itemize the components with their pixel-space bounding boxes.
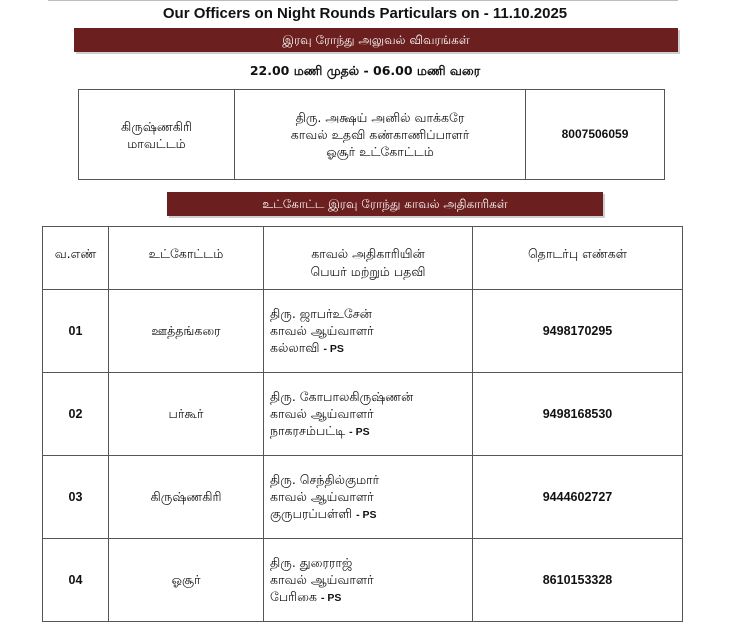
- officer-ps: - PS: [349, 425, 370, 438]
- row-officer: [264, 373, 473, 456]
- officer-ps: - PS: [356, 508, 377, 521]
- officer-station: கல்லாவி: [270, 339, 320, 355]
- officer-name: திரு. ஜாபர்உசேன்: [270, 305, 372, 321]
- district-phone: 8007506059: [561, 127, 629, 141]
- officer-rank: காவல் ஆய்வாளர்: [270, 322, 374, 338]
- table-header-row: [43, 227, 683, 290]
- row-officer: [264, 290, 473, 373]
- time-range: 22.00 மணி முதல் - 06.00 மணி வரை: [249, 63, 481, 78]
- banner-subdivision-officers: உட்கோட்ட இரவு ரோந்து காவல் அதிகாரிகள்: [167, 192, 603, 216]
- header-sno: வ.எண்: [43, 227, 109, 290]
- row-phone: 8610153328: [473, 539, 683, 622]
- table-row: [43, 456, 683, 539]
- header-phone: தொடர்பு எண்கள்: [473, 227, 683, 290]
- officer-name: திரு. துரைராஜ்: [270, 554, 353, 570]
- table-row: [43, 290, 683, 373]
- row-subdivision: ஊத்தங்கரை: [109, 290, 264, 373]
- district-officer-box: [78, 89, 665, 180]
- district-name: கிருஷ்ணகிரி மாவட்டம்: [79, 90, 235, 179]
- header-officer: காவல் அதிகாரியின் பெயர் மற்றும் பதவி: [264, 227, 473, 290]
- row-officer: [264, 456, 473, 539]
- officer-rank: காவல் ஆய்வாளர்: [270, 571, 374, 587]
- officer-station: நாகரசம்பட்டி: [270, 422, 346, 438]
- officers-table: [42, 226, 683, 622]
- row-sno: 01: [43, 290, 109, 373]
- top-rule: [48, 0, 678, 1]
- page-title: Our Officers on Night Rounds Particulars on - 11.10.2025: [162, 5, 568, 22]
- row-subdivision: ஓசூர்: [109, 539, 264, 622]
- district-officer: திரு. அக்ஷய் அனில் வாக்கரே காவல் உதவி கண்காணிப்பாளர் ஓசூர் உட்கோட்டம்: [235, 90, 526, 179]
- table-row: [43, 373, 683, 456]
- officer-name: திரு. செந்தில்குமார்: [270, 471, 380, 487]
- row-phone: 9444602727: [473, 456, 683, 539]
- officer-name: திரு. கோபாலகிருஷ்ணன்: [270, 388, 414, 404]
- row-phone: 9498168530: [473, 373, 683, 456]
- row-sno: 04: [43, 539, 109, 622]
- row-officer: [264, 539, 473, 622]
- row-sno: 03: [43, 456, 109, 539]
- row-sno: 02: [43, 373, 109, 456]
- officer-station: பேரிகை: [270, 588, 317, 604]
- banner-night-rounds: இரவு ரோந்து அலுவல் விவரங்கள்: [74, 28, 678, 52]
- row-subdivision: பர்கூர்: [109, 373, 264, 456]
- officer-ps: - PS: [320, 591, 342, 604]
- officer-station: குருபரப்பள்ளி: [270, 505, 353, 521]
- officer-rank: காவல் ஆய்வாளர்: [270, 488, 374, 504]
- row-phone: 9498170295: [473, 290, 683, 373]
- officer-rank: காவல் ஆய்வாளர்: [270, 405, 374, 421]
- row-subdivision: கிருஷ்ணகிரி: [109, 456, 264, 539]
- header-subdivision: உட்கோட்டம்: [109, 227, 264, 290]
- table-row: [43, 539, 683, 622]
- officer-ps: - PS: [323, 342, 344, 355]
